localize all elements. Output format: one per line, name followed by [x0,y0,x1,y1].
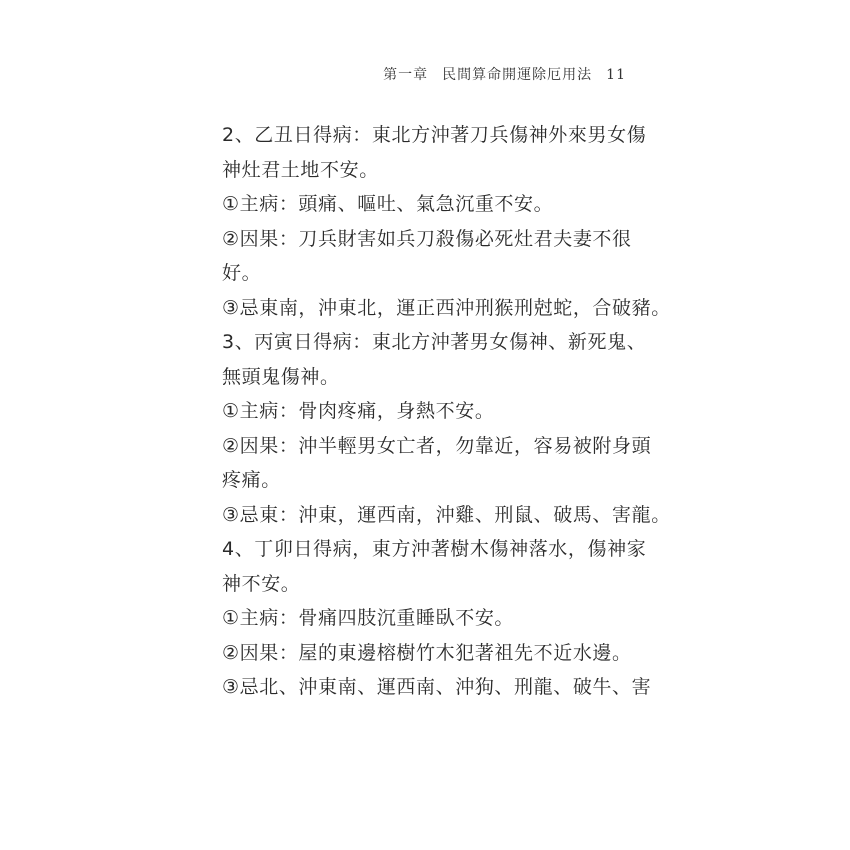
text-line: 2、乙丑日得病：東北方沖著刀兵傷神外來男女傷 [222,124,647,146]
text-line: ①主病：骨痛四肢沉重睡臥不安。 [222,607,515,629]
text-line: ②因果：屋的東邊榕樹竹木犯著祖先不近水邊。 [222,641,632,664]
page-number: 11 [606,67,626,83]
text-line: 3、丙寅日得病：東北方沖著男女傷神、新死鬼、 [222,331,647,353]
text-line: ③忌北、沖東南、運西南、沖狗、刑龍、破牛、害 [222,676,652,698]
text-line: 4、丁卯日得病，東方沖著樹木傷神落水，傷神家 [222,538,647,560]
text-line: 神灶君土地不安。 [222,158,379,181]
text-line: 無頭鬼傷神。 [222,365,340,388]
book-title: 民間算命開運除厄用法 [442,67,593,83]
text-line: ③忌東南，沖東北，運正西沖刑猴刑尅蛇，合破豬。 [222,296,671,319]
text-line: ①主病：頭痛、嘔吐、氣急沉重不安。 [222,193,554,215]
text-line: ②因果：刀兵財害如兵刀殺傷必死灶君夫妻不很 [222,227,632,250]
text-line: ①主病：骨肉疼痛，身熱不安。 [222,400,495,422]
running-header [383,64,626,84]
body-text [222,118,671,705]
text-line: 好。 [222,262,262,284]
text-line: ②因果：沖半輕男女亡者，勿靠近，容易被附身頭 [222,434,652,457]
chapter-label: 第一章 [383,67,429,83]
text-line: 疼痛。 [222,469,281,491]
text-line: 神不安。 [222,572,301,595]
text-line: ③忌東：沖東，運西南，沖雞、刑鼠、破馬、害龍。 [222,503,671,526]
